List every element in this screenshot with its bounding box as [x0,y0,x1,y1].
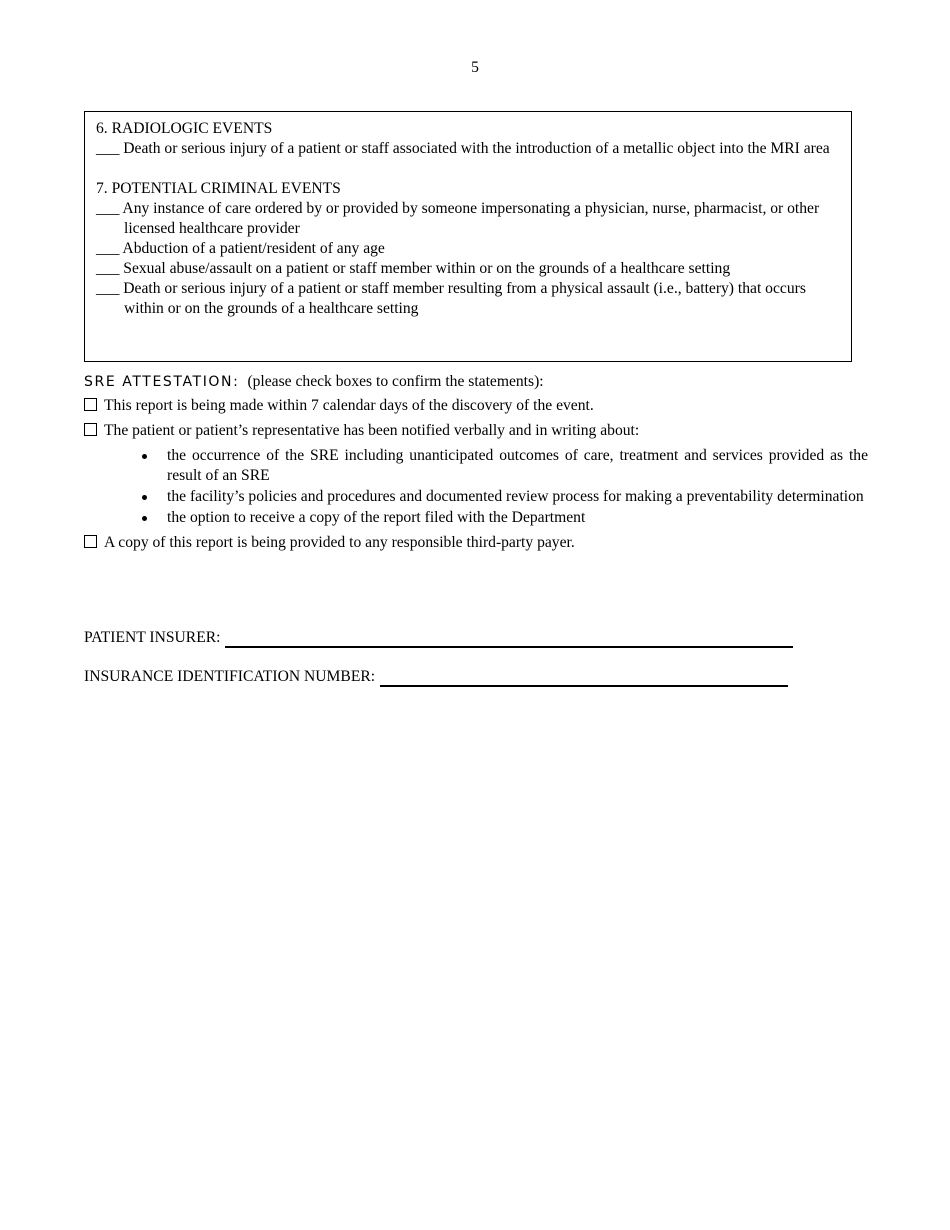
section-gap [96,159,839,179]
checkbox-icon[interactable] [84,423,97,436]
notification-bullet-list [84,446,868,528]
attestation-heading-row [84,372,868,392]
criminal-events-title: 7. POTENTIAL CRIMINAL EVENTS [96,180,341,197]
attestation-note: (please check boxes to confirm the statements): [247,373,544,390]
attestation-check-3 [84,533,868,553]
bullet-item: the option to receive a copy of the report filed with the Department [84,508,868,528]
attestation-check-1 [84,396,868,416]
attestation-check-3-text: A copy of this report is being provided to any responsible third-party payer. [104,534,575,551]
bullet-item: the occurrence of the SRE including unanticipated outcomes of care, treatment and services provided as the result of an SRE [84,446,868,486]
bullet-item: the facility’s policies and procedures and documented review process for making a preventability determination [84,487,868,507]
attestation-check-2 [84,421,868,441]
attestation-check-1-text: This report is being made within 7 calendar days of the discovery of the event. [104,397,594,414]
criminal-event-item: ___ Any instance of care ordered by or provided by someone impersonating a physician, nurse, pharmacist, or other licensed healthcare provider [96,200,820,237]
checkbox-icon[interactable] [84,398,97,411]
criminal-event-item: ___ Sexual abuse/assault on a patient or staff member within or on the grounds of a healthcare setting [96,260,731,277]
insurance-id-row [84,667,788,687]
radiologic-events-title: 6. RADIOLOGIC EVENTS [96,120,273,137]
checkbox-icon[interactable] [84,535,97,548]
page-number: 5 [471,59,479,76]
attestation-heading: SRE ATTESTATION: [84,374,240,390]
sre-attestation [84,372,868,558]
criminal-event-item: ___ Abduction of a patient/resident of any age [96,240,385,257]
patient-insurer-label: PATIENT INSURER: [84,629,221,646]
radiologic-event-item: ___ Death or serious injury of a patient or staff associated with the introduction of a metallic object into the MRI area [96,140,830,157]
insurance-id-field[interactable] [380,669,788,687]
insurance-id-label: INSURANCE IDENTIFICATION NUMBER: [84,668,376,685]
criminal-event-item: ___ Death or serious injury of a patient or staff member resulting from a physical assault (i.e., battery) that occurs within or on the grounds of a healthcare setting [96,280,806,317]
patient-insurer-row [84,628,793,648]
events-box [84,111,852,362]
patient-insurer-field[interactable] [225,630,793,648]
attestation-check-2-text: The patient or patient’s representative has been notified verbally and in writing about: [104,422,640,439]
